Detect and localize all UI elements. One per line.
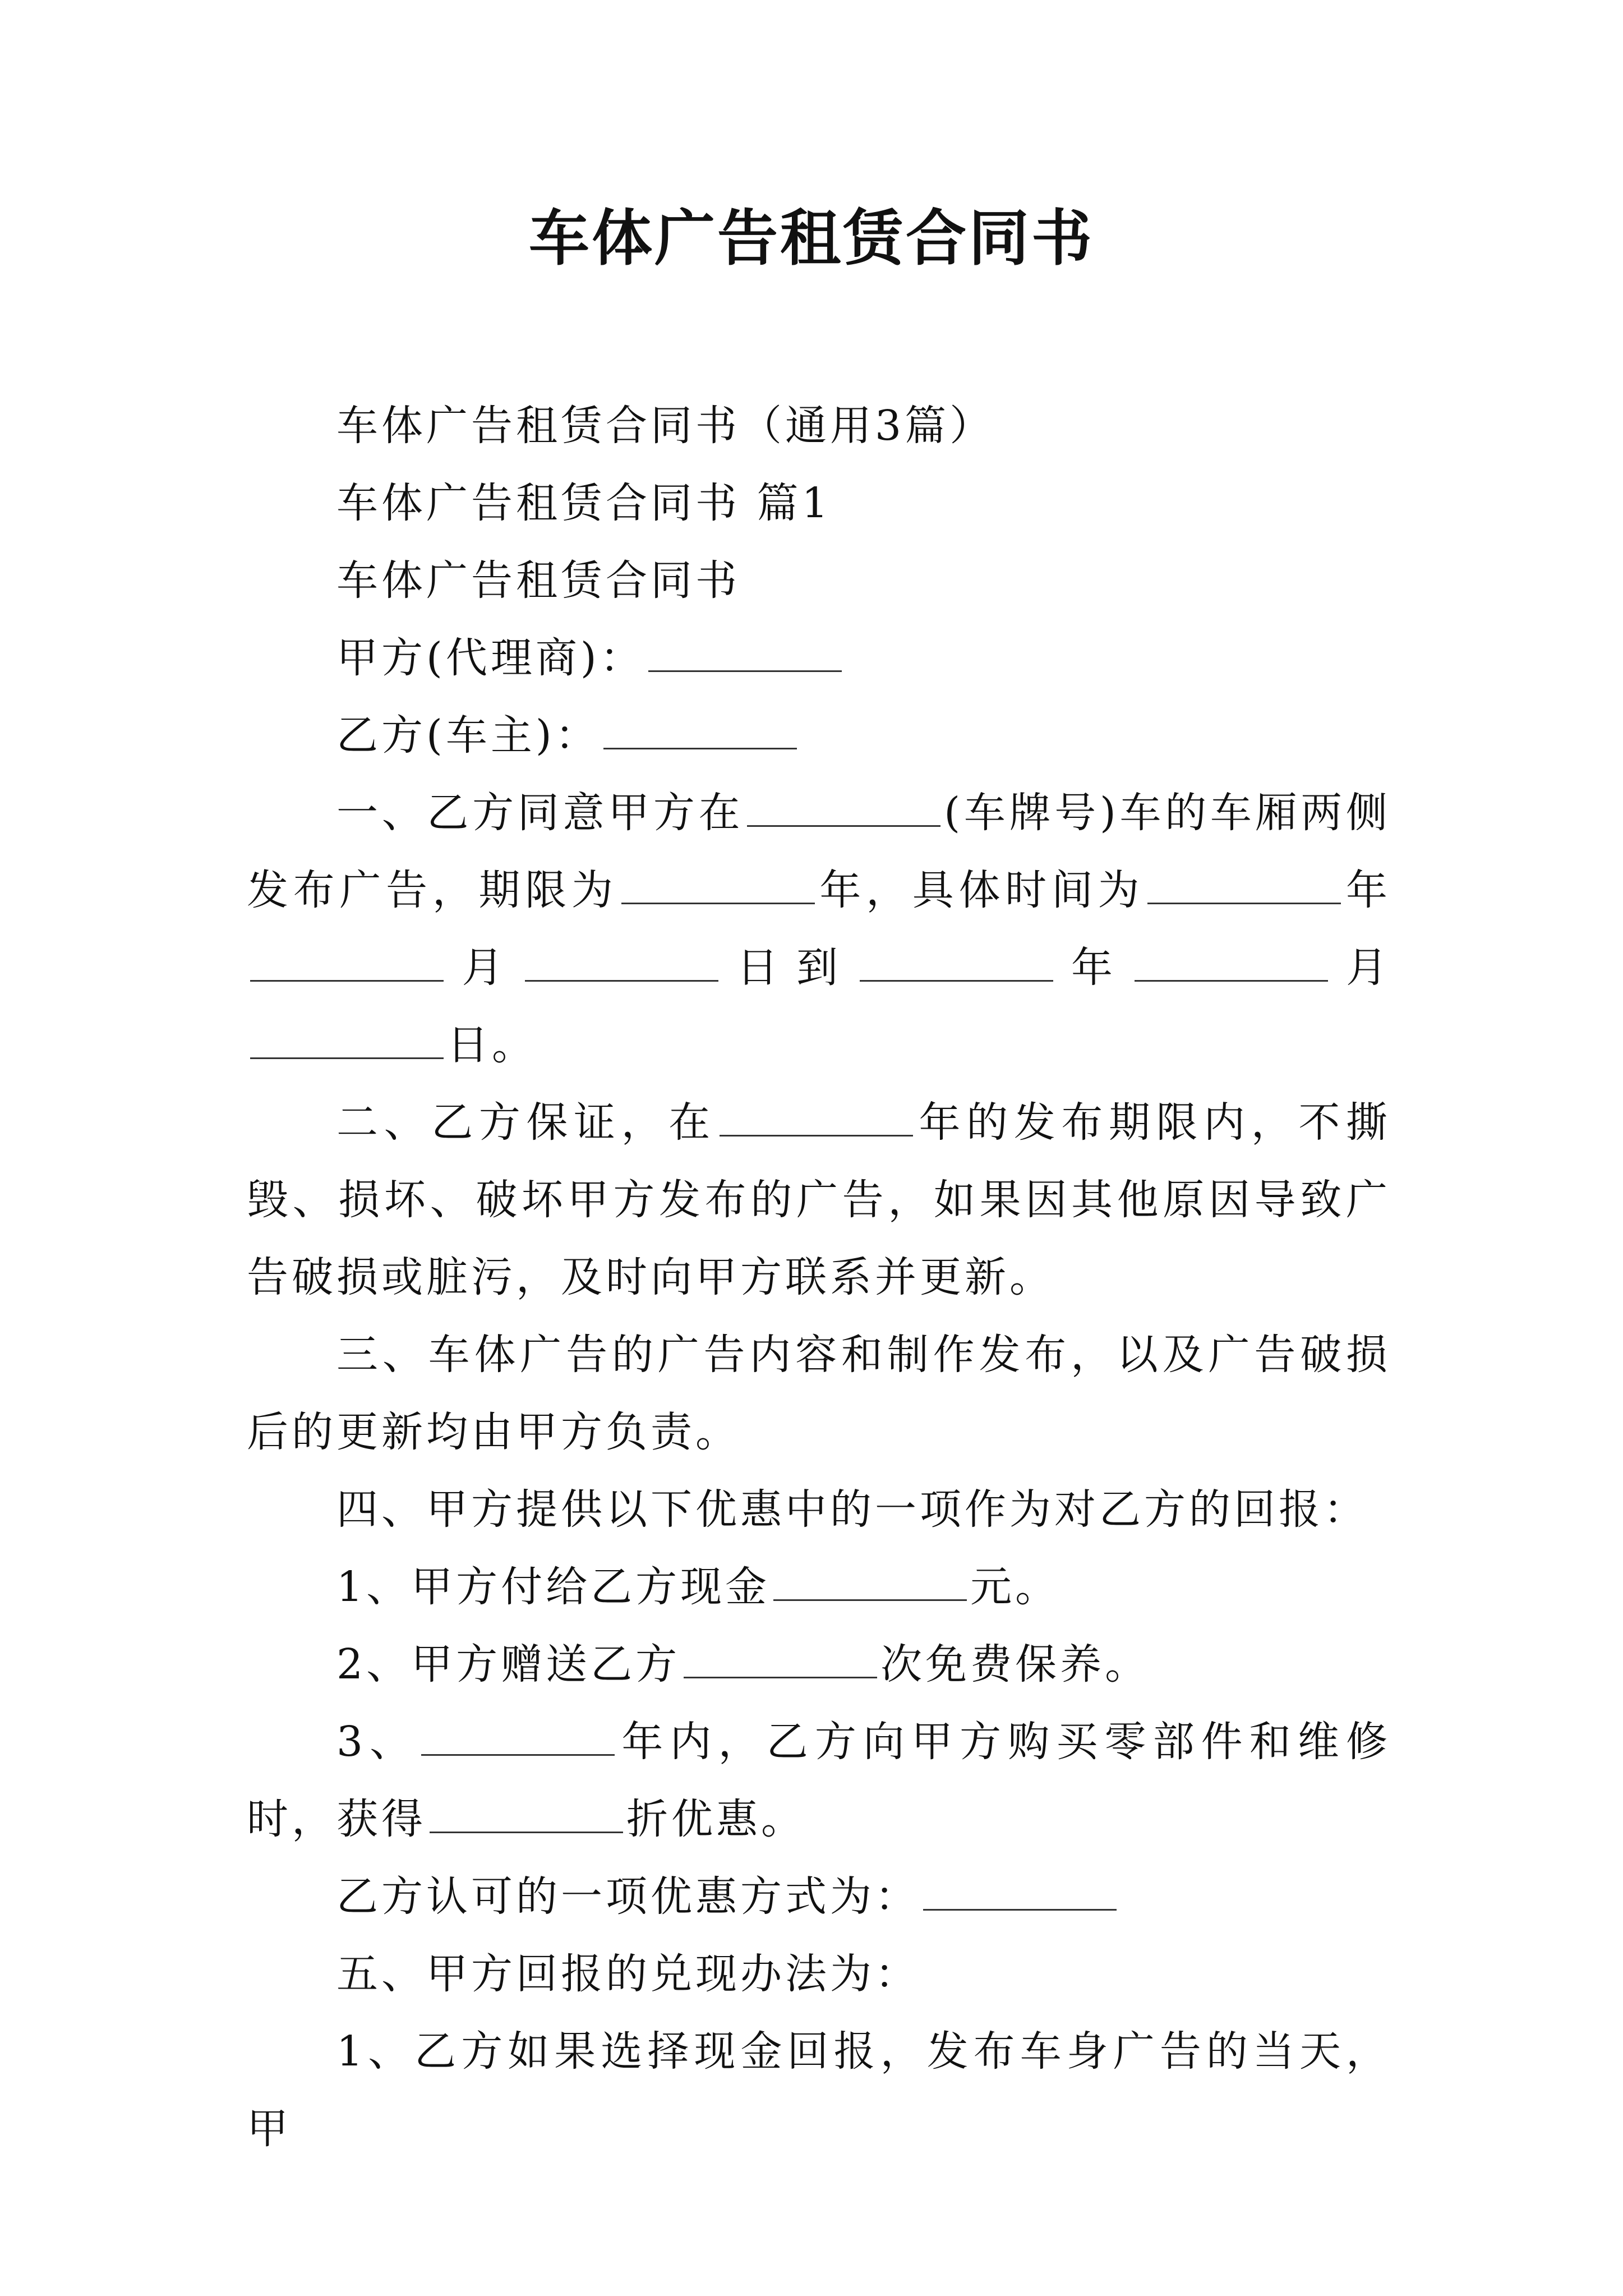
paragraph-text: 四、甲方提供以下优惠中的一项作为对乙方的回报： (336, 1485, 1368, 1534)
paragraph-text: 折优惠。 (626, 1795, 806, 1843)
paragraph-text: 年 (1056, 944, 1131, 992)
paragraph-text: 五、甲方回报的兑现办法为： (336, 1950, 920, 1998)
paragraph (247, 387, 1391, 464)
paragraph-text: 年内，乙方向甲方购买零部件和维修时，获得 (247, 1718, 1391, 1843)
paragraph-text: 车体广告租赁合同书（通用3篇） (336, 402, 995, 450)
fill-in-blank (1135, 944, 1328, 982)
fill-in-blank (1147, 867, 1341, 904)
paragraph (247, 1471, 1391, 1548)
paragraph-text: 月 (1331, 944, 1391, 992)
paragraph-text: (车牌号)车的车厢两侧发布广告，期限为 (247, 789, 1391, 914)
paragraph-text: 年，具体时间为 (818, 866, 1145, 914)
paragraph-text: 年 (1344, 866, 1391, 914)
paragraph-text: 甲方(代理商)： (336, 634, 645, 682)
paragraph-text: 日到 (722, 944, 856, 992)
document-body (247, 387, 1391, 2168)
paragraph (247, 464, 1391, 542)
fill-in-blank (923, 1873, 1117, 1911)
paragraph (247, 774, 1391, 1084)
paragraph (247, 1935, 1391, 2013)
fill-in-blank (430, 1796, 623, 1833)
fill-in-blank (250, 1022, 444, 1059)
paragraph-text: 二、乙方保证，在 (336, 1098, 716, 1147)
paragraph-text: 1、甲方付给乙方现金 (336, 1563, 771, 1611)
paragraph (247, 1858, 1391, 1935)
fill-in-blank (421, 1718, 615, 1756)
paragraph-text: 2、甲方赠送乙方 (336, 1640, 681, 1688)
fill-in-blank (603, 712, 797, 749)
paragraph-text: 1、乙方如果选择现金回报，发布车身广告的当天，甲 (247, 2027, 1391, 2153)
fill-in-blank (747, 789, 940, 827)
paragraph (247, 1703, 1391, 1858)
paragraph (247, 697, 1391, 774)
paragraph (247, 1084, 1391, 1316)
paragraph-text: 年的发布期限内，不撕毁、损坏、破坏甲方发布的广告，如果因其他原因导致广告破损或脏污，及时向甲方联系并更新。 (247, 1098, 1391, 1301)
document-title: 车体广告租赁合同书 (528, 203, 1094, 274)
paragraph-text: 次免费保养。 (880, 1640, 1150, 1688)
paragraph (247, 542, 1391, 619)
fill-in-blank (860, 944, 1053, 982)
paragraph-text: 三、车体广告的广告内容和制作发布，以及广告破损后的更新均由甲方负责。 (247, 1331, 1391, 1456)
paragraph-text: 日。 (447, 1021, 537, 1069)
fill-in-blank (684, 1641, 877, 1678)
fill-in-blank (648, 634, 842, 672)
paragraph-text: 车体广告租赁合同书 篇1 (336, 479, 832, 527)
paragraph (247, 619, 1391, 697)
paragraph (247, 2013, 1391, 2168)
fill-in-blank (621, 867, 815, 904)
paragraph (247, 1316, 1391, 1471)
paragraph-text: 月 (447, 944, 522, 992)
paragraph (247, 1626, 1391, 1703)
paragraph-text: 乙方认可的一项优惠方式为： (336, 1872, 920, 1921)
paragraph-text: 一、乙方同意甲方在 (336, 789, 744, 837)
paragraph-text: 3、 (336, 1718, 418, 1766)
fill-in-blank (720, 1099, 913, 1137)
fill-in-blank (773, 1563, 967, 1601)
fill-in-blank (250, 944, 444, 982)
fill-in-blank (525, 944, 718, 982)
paragraph-text: 元。 (970, 1563, 1061, 1611)
paragraph (247, 1548, 1391, 1626)
paragraph-text: 车体广告租赁合同书 (336, 556, 740, 605)
paragraph-text: 乙方(车主)： (336, 711, 600, 760)
